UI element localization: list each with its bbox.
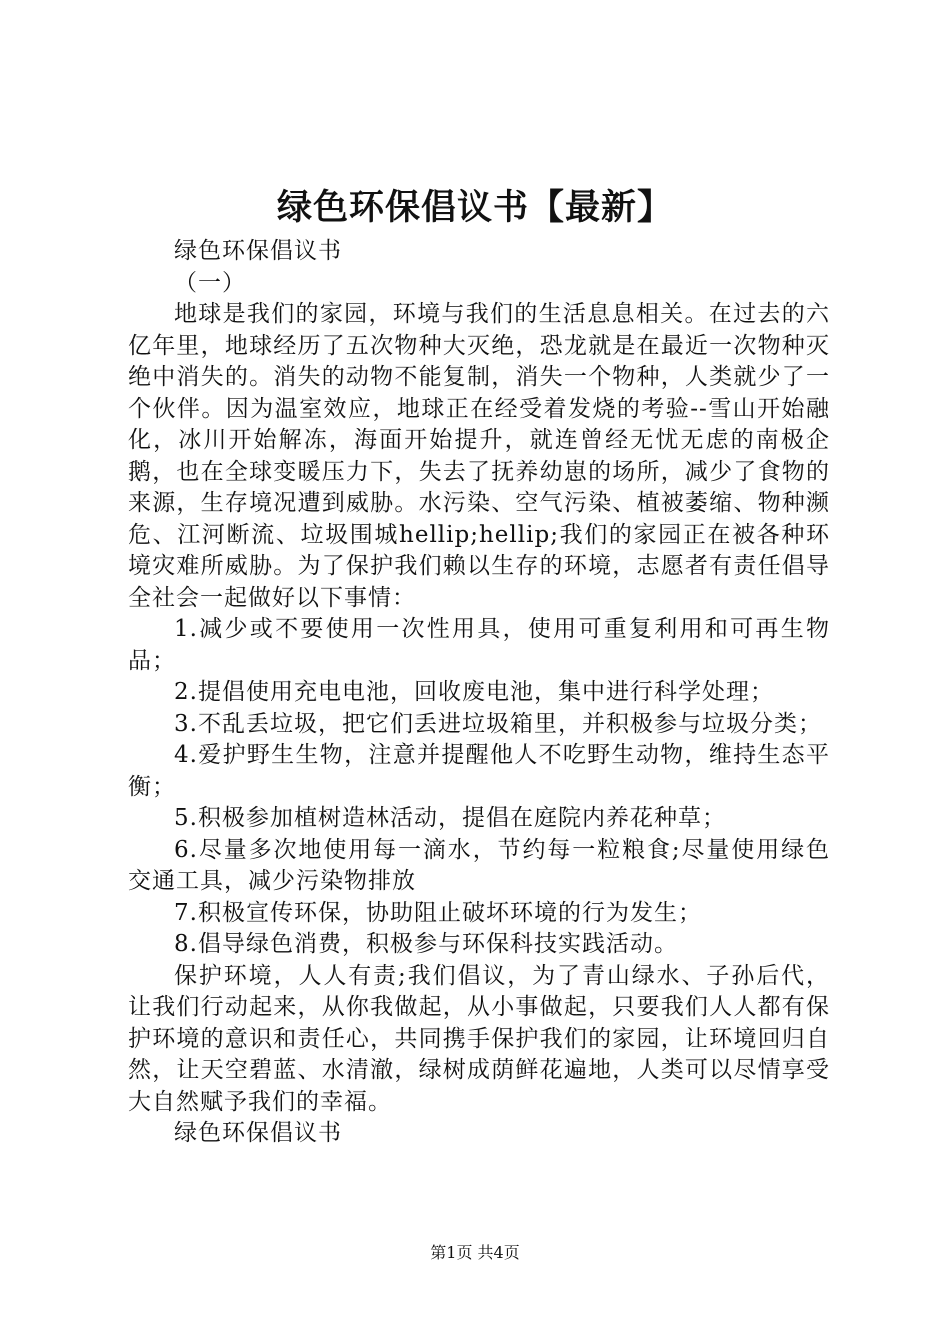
list-item-2: 2.提倡使用充电电池，回收废电池，集中进行科学处理； — [174, 679, 774, 705]
list-item-1: 1.减少或不要使用一次性用具，使用可重复利用和可再生物品； — [128, 616, 830, 674]
list-item-3: 3.不乱丢垃圾，把它们丢进垃圾箱里，并积极参与垃圾分类； — [174, 710, 822, 737]
list-item-8: 8.倡导绿色消费，积极参与环保科技实践活动。 — [174, 931, 678, 957]
list-item-5: 5.积极参加植树造林活动，提倡在庭院内养花种草； — [174, 805, 726, 831]
paragraph-closing-heading: 绿色环保倡议书 — [174, 1120, 342, 1146]
paragraph-intro: 地球是我们的家园，环境与我们的生活息息相关。在过去的六亿年里，地球经历了五次物种大灭绝，恐龙就是在最近一次物种灭绝中消失的。消失的动物不能复制，消失一个物种，人类就少了一个伙伴。因为温室效应，地球正在经受着发烧的考验--雪山开始融化，冰川开始解冻，海面开始提升，就连曾经无忧无虑的南极企鹅，也在全球变暖压力下，失去了抚养幼崽的场所，减少了食物的来源，生存境况遭到威胁。水污染、空气污染、植被萎缩、物种濒危、江河断流、垃圾围城hellip;hellip;我们的家园正在被各种环境灾难所威胁。为了保护我们赖以生存的环境，志愿者有责任倡导全社会一起做好以下事情： — [128, 301, 830, 611]
paragraph-conclusion: 保护环境，人人有责;我们倡议，为了青山绿水、子孙后代，让我们行动起来，从你我做起，从小事做起，只要我们人人都有保护环境的意识和责任心，共同携手保护我们的家园，让环境回归自然，让天空碧蓝、水清澈，绿树成荫鲜花遍地，人类可以尽情享受大自然赋予我们的幸福。 — [128, 962, 830, 1115]
list-item-4: 4.爱护野生生物，注意并提醒他人不吃野生动物，维持生态平衡； — [128, 742, 830, 800]
page-footer — [0, 1243, 950, 1263]
document-title: 绿色环保倡议书【最新】 — [276, 187, 673, 228]
paragraph-section-number: （一） — [174, 269, 246, 296]
paragraph-heading: 绿色环保倡议书 — [174, 238, 342, 264]
list-item-7: 7.积极宣传环保，协助阻止破坏环境的行为发生； — [174, 899, 702, 926]
document-body — [128, 236, 830, 1150]
page-total: 共4页 — [477, 1243, 520, 1262]
page-number: 第1页 — [430, 1243, 473, 1262]
list-item-6: 6.尽量多次地使用每一滴水，节约每一粒粮食;尽量使用绿色交通工具，减少污染物排放 — [128, 836, 830, 894]
